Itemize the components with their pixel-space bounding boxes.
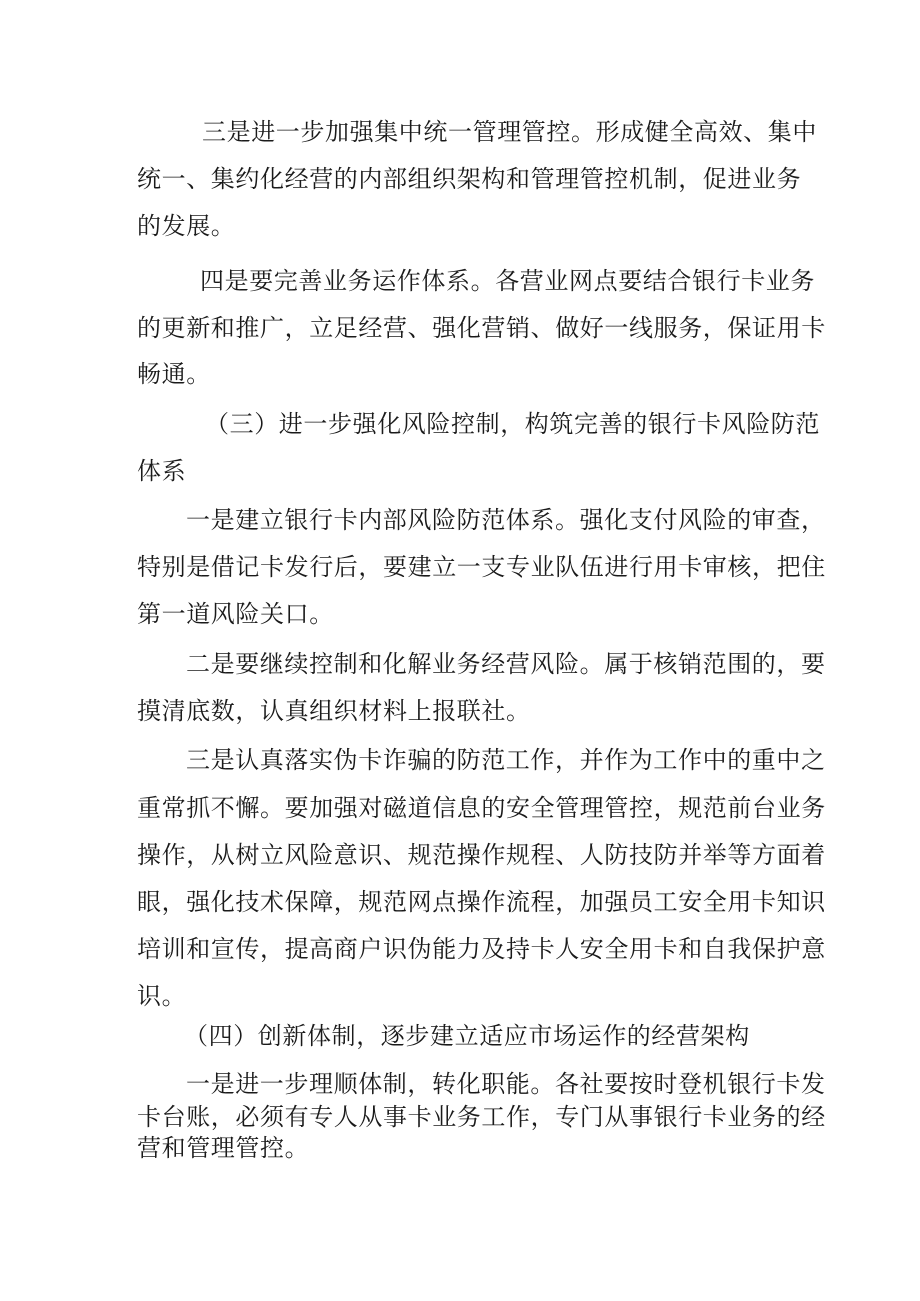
paragraph-8-line-2: 卡台账，必须有专人从事卡业务工作，专门从事银行卡业务的经 bbox=[137, 1103, 826, 1131]
paragraph-4-line-1: 一是建立银行卡内部风险防范体系。强化支付风险的审查， bbox=[186, 506, 826, 534]
section-heading-3-line-2: 体系 bbox=[137, 457, 187, 485]
section-heading-4: （四）创新体制，逐步建立适应市场运作的经营架构 bbox=[184, 1022, 750, 1050]
paragraph-1-line-2: 统一、集约化经营的内部组织架构和管理管控机制，促进业务 bbox=[137, 165, 802, 193]
paragraph-6-line-1: 三是认真落实伪卡诈骗的防范工作，并作为工作中的重中之 bbox=[186, 746, 826, 774]
paragraph-2-line-3: 畅通。 bbox=[137, 360, 211, 388]
paragraph-8-line-1: 一是进一步理顺体制，转化职能。各社要按时登机银行卡发 bbox=[186, 1070, 826, 1098]
section-heading-3-line-1: （三）进一步强化风险控制，构筑完善的银行卡风险防范 bbox=[205, 410, 820, 438]
paragraph-8-line-3: 营和管理管控。 bbox=[137, 1134, 310, 1162]
paragraph-6-line-4: 眼，强化技术保障，规范网点操作流程，加强员工安全用卡知识 bbox=[137, 888, 826, 916]
paragraph-5-line-2: 摸清底数，认真组织材料上报联社。 bbox=[137, 697, 531, 725]
paragraph-2-line-2: 的更新和推广，立足经营、强化营销、做好一线服务，保证用卡 bbox=[137, 314, 826, 342]
paragraph-2-line-1: 四是要完善业务运作体系。各营业网点要结合银行卡业务 bbox=[200, 267, 815, 295]
paragraph-5-line-1: 二是要继续控制和化解业务经营风险。属于核销范围的，要 bbox=[186, 650, 826, 678]
paragraph-1-line-3: 的发展。 bbox=[137, 212, 236, 240]
paragraph-6-line-3: 操作，从树立风险意识、规范操作规程、人防技防并举等方面着 bbox=[137, 841, 826, 869]
paragraph-1-line-1: 三是进一步加强集中统一管理管控。形成健全高效、集中 bbox=[202, 118, 817, 146]
paragraph-6-line-2: 重常抓不懈。要加强对磁道信息的安全管理管控，规范前台业务 bbox=[137, 794, 826, 822]
paragraph-4-line-2: 特别是借记卡发行后，要建立一支专业队伍进行用卡审核，把住 bbox=[137, 553, 826, 581]
paragraph-4-line-3: 第一道风险关口。 bbox=[137, 600, 334, 628]
paragraph-6-line-6: 识。 bbox=[137, 982, 187, 1010]
paragraph-6-line-5: 培训和宣传，提高商户识伪能力及持卡人安全用卡和自我保护意 bbox=[137, 935, 826, 963]
